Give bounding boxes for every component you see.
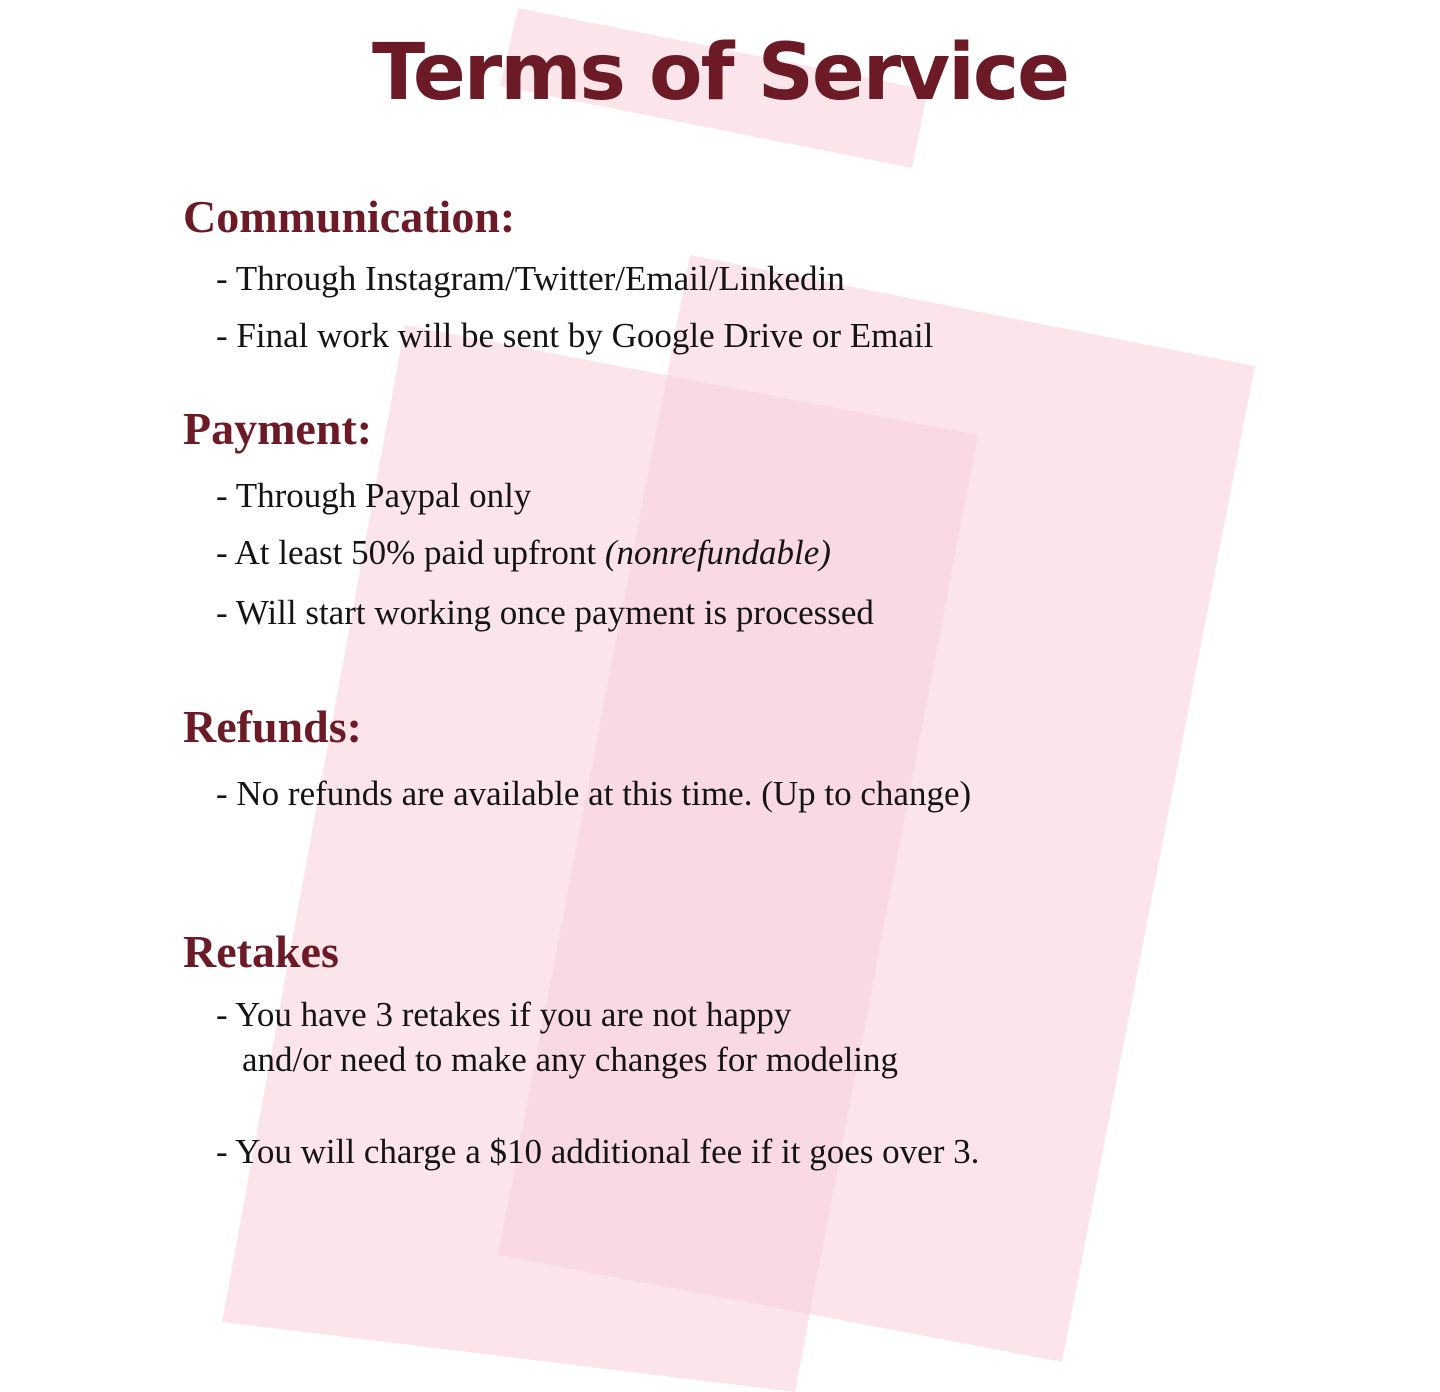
heading-refunds: Refunds: [183, 701, 362, 752]
retakes-item-count-line-1: - You have 3 retakes if you are not happy [216, 995, 792, 1034]
retakes-item-fee: - You will charge a $10 additional fee if it goes over 3. [216, 1132, 980, 1171]
heading-payment: Payment: [183, 403, 373, 454]
refunds-item-none: - No refunds are available at this time. (Up to change) [216, 774, 972, 813]
communication-item-channels: - Through Instagram/Twitter/Email/Linkedin [216, 259, 845, 298]
retakes-item-count-line-2: and/or need to make any changes for modeling [242, 1040, 899, 1079]
payment-item-upfront-emphasis: (nonrefundable) [604, 533, 831, 572]
payment-item-paypal: - Through Paypal only [216, 476, 532, 515]
payment-item-upfront-text: - At least 50% paid upfront [216, 533, 605, 572]
heading-communication: Communication: [183, 191, 516, 242]
communication-item-delivery: - Final work will be sent by Google Drive or Email [216, 316, 934, 355]
heading-retakes: Retakes [183, 926, 339, 977]
payment-item-upfront [216, 530, 831, 575]
retakes-item-count [216, 992, 898, 1082]
page-title: Terms of Service [371, 28, 1068, 118]
payment-item-start: - Will start working once payment is processed [216, 593, 874, 632]
